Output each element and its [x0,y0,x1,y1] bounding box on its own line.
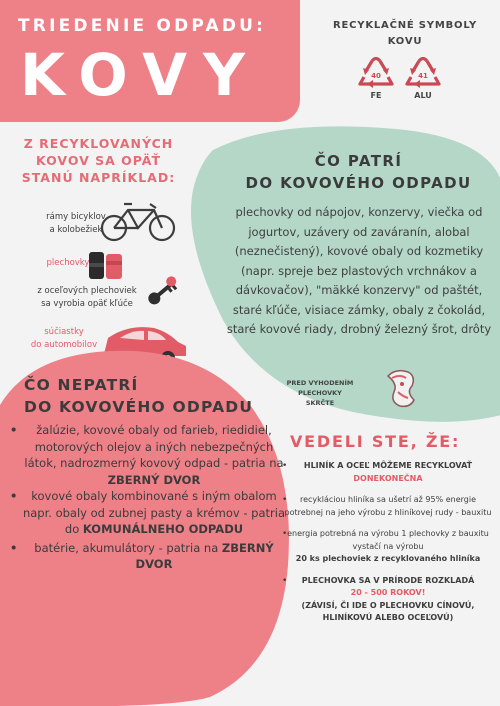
example-keys-label: z oceľových plechoviek sa vyrobia opäť kľúče [37,286,137,309]
recycle-triangle-icon [403,55,443,91]
recycle-triangle-icon [356,55,396,91]
notbelongs-item: • kovové obaly kombinované s iným obalom napr. obaly od zubnej pasty a krémov - patria do KOMUNÁLNEHO ODPADU [8,488,290,538]
notbelongs-item: • batérie, akumulátory - patria na ZBERNÝ DVOR [8,540,290,573]
example-cans-label: plechovky [46,258,90,268]
notbelongs-title: ČO NEPATRÍ DO KOVOVÉHO ODPADU [24,376,254,416]
svg-text:41: 41 [418,72,428,80]
crushed-can-icon [378,362,430,412]
recycle-symbol-alu [403,55,443,100]
symbols-title: RECYKLAČNÉ SYMBOLY KOVU [333,20,477,47]
recycle-symbol-fe [356,55,396,100]
crush-tip: PRED VYHODENÍM PLECHOVKY SKRČTE [286,379,354,407]
fact-item: • PLECHOVKA SA V PRÍRODE ROZKLADÁ 20 - 500 ROKOV! (ZÁVISÍ, ČI IDE O PLECHOVKU CÍNOVÚ, HLINÍKOVÚ ALEBO OCEĽOVÚ) [282,575,475,622]
fact-item: • recykláciou hliníka sa ušetrí až 95% energie potrebnej na jeho výrobu z hliníkovej rudy - bauxitu [282,495,492,517]
fact-item: • HLINÍK A OCEĽ MÔŽEME RECYKLOVAŤ DONEKONEČNA [282,461,473,483]
fact-item: • energia potrebná na výrobu 1 plechovky z bauxitu vystačí na výrobu 20 ks plechoviek z recyklovaného hliníka [282,529,489,563]
bicycle-icon [98,198,178,243]
cans-icon [87,246,127,282]
recycle-label-alu: ALU [414,91,432,100]
notbelongs-list [8,422,290,573]
header-title: KOVY [20,41,261,109]
belongs-title: ČO PATRÍ DO KOVOVÉHO ODPADU [245,152,472,192]
svg-text:40: 40 [371,72,381,80]
header-subtitle: TRIEDENIE ODPADU: [18,16,267,36]
keys-icon [140,272,184,312]
facts-list [282,460,494,634]
recycle-label-fe: FE [370,91,382,100]
examples-title: Z RECYKLOVANÝCH KOVOV SA OPÄŤ STANÚ NAPRÍKLAD: [21,136,176,185]
notbelongs-item: • žalúzie, kovové obaly od farieb, riedidiel, motorových olejov a iných nebezpečných látok, nadrozmerný kovový odpad - patria na ZBERNÝ DVOR [8,422,290,488]
example-car-label: súčiastky do automobilov [30,327,98,350]
belongs-text: plechovky od nápojov, konzervy, viečka od jogurtov, uzávery od zaváranín, alobal (neznečistený), kovové obaly od kozmetiky (napr. spreje bez plastových vrchnákov a dávkovačov), "mäkké konzervy" od paštét, staré kľúče, visiace zámky, obaly z čokolád, staré kovové riady, drobný železný šrot, drôty [226,205,492,336]
example-bicycle-label: rámy bicyklov a kolobežiek [46,212,106,235]
facts-title: VEDELI STE, ŽE: [290,432,461,451]
